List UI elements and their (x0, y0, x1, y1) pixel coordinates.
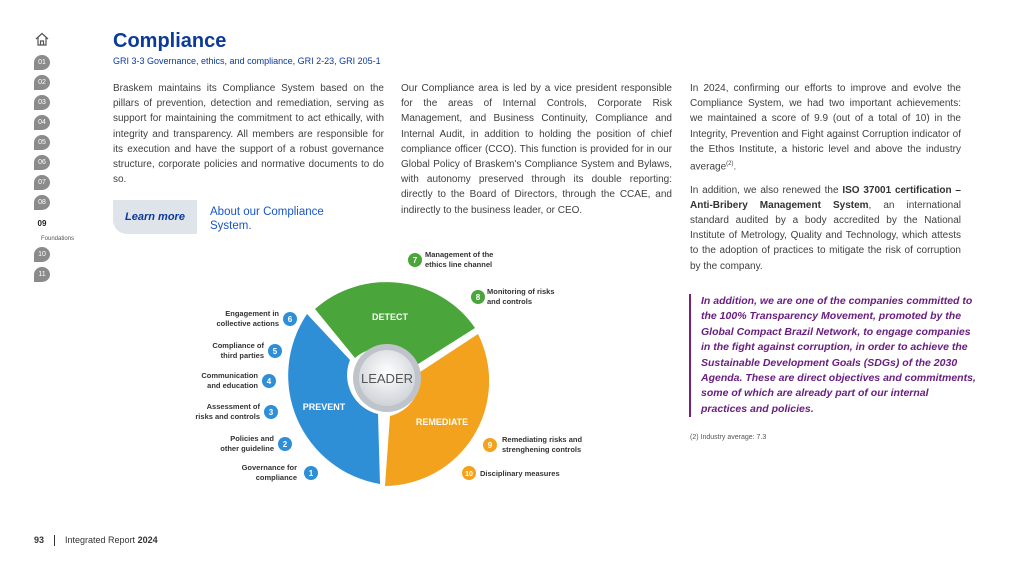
learn-more-button[interactable]: Learn more (113, 200, 197, 234)
item-8-number: 8 (475, 293, 481, 302)
leader-label: LEADER (360, 371, 414, 386)
chapter-02[interactable]: 02 (34, 75, 50, 90)
page-number: 93 (34, 535, 45, 545)
item-6-label-2: collective actions (216, 319, 279, 328)
item-1-number: 1 (308, 469, 314, 478)
report-name: Integrated Report (65, 535, 138, 545)
item-6-label-1: Engagement in (225, 309, 279, 318)
item-2-number: 2 (282, 440, 288, 449)
chapter-nav (0, 0, 90, 300)
item-3-label-2: risks and controls (195, 412, 260, 421)
item-4-label-2: and education (207, 381, 258, 390)
item-2-label-1: Policies and (230, 434, 274, 443)
item-9-number: 9 (487, 441, 493, 450)
item-6-number: 6 (287, 315, 293, 324)
col3-paragraph-2: In addition, we also renewed the ISO 37001 certification – Anti-Bribery Management System, an international standard audited by a body accredited by the National Institute of Metrology, Quality and Technology, which attests to the adoption of practices to mitigate the risk of corruption by the company. (690, 184, 961, 272)
item-7-label-1: Management of the (425, 250, 494, 259)
item-3-number: 3 (268, 408, 274, 417)
item-4-label-1: Communication (201, 371, 258, 380)
footnote: (2) Industry average: 7.3 (690, 434, 767, 441)
remediate-label: REMEDIATE (415, 417, 469, 427)
item-10-number: 10 (465, 471, 473, 478)
chapter-03[interactable]: 03 (34, 95, 50, 110)
col2-paragraph: Our Compliance area is led by a vice president responsible for the areas of Internal Controls, Corporate Risk Management, and Business Continuity, Compliance and Internal Audit, in addition to holding the position of chief compliance officer (CCO). This function is provided for in our Global Policy of Braskem's Compliance System and Bylaws, with autonomy preserved through its double reporting: directly to the Board of Directors, through the CCAE, and indirectly to the business leader, or CEO. (401, 83, 672, 216)
pull-quote: In addition, we are one of the companies committed to the 100% Transparency Movement, promoted by the Global Compact Brazil Network, to engage companies in the fight against corruption, in order to achieve the Sustainable Development Goals (SDGs) of the 2030 Agenda. These are direct objectives and commitments, some of which are already part of our internal practices and policies. (689, 294, 976, 417)
column-1 (113, 81, 384, 195)
item-1-label-1: Governance for (241, 463, 297, 472)
chapter-01[interactable]: 01 (34, 55, 50, 70)
item-2-label-2: other guideline (220, 444, 274, 453)
column-2 (401, 81, 672, 226)
item-7-label-2: ethics line channel (425, 260, 493, 269)
chapter-10[interactable]: 10 (34, 247, 50, 262)
item-1-label-2: compliance (255, 473, 297, 482)
item-5-label-2: third parties (220, 351, 264, 360)
chapter-11[interactable]: 11 (34, 267, 50, 282)
chapter-06[interactable]: 06 (34, 155, 50, 170)
home-icon[interactable] (35, 32, 49, 46)
chapter-05[interactable]: 05 (34, 135, 50, 150)
item-3-label-1: Assessment of (206, 402, 260, 411)
prevent-label: PREVENT (302, 402, 346, 412)
chapter-04[interactable]: 04 (34, 115, 50, 130)
chapter-09-active[interactable]: 09 (34, 216, 50, 231)
page-footer (34, 535, 158, 546)
chapter-07[interactable]: 07 (34, 175, 50, 190)
gri-references: GRI 3-3 Governance, ethics, and compliance, GRI 2-23, GRI 205-1 (113, 56, 381, 66)
quote-highlight: 100% Transparency Movement (719, 310, 873, 323)
iso-certification: ISO 37001 certification – Anti-Bribery Management System (690, 184, 961, 211)
report-year: 2024 (137, 535, 158, 545)
compliance-diagram (180, 248, 610, 493)
detect-label: DETECT (372, 312, 408, 322)
item-8-label-2: and controls (487, 297, 533, 306)
column-3 (690, 81, 961, 282)
chapter-subtitle: Foundations (41, 236, 75, 242)
item-9-label-2: strenghening controls (502, 445, 582, 454)
item-9-label-1: Remediating risks and (502, 435, 583, 444)
item-7-number: 7 (412, 256, 418, 265)
page-title: Compliance (113, 30, 227, 52)
col3-paragraph-1: In 2024, confirming our efforts to improve and evolve the Compliance System, we had two important achievements: we maintained a score of 9.9 (out of a total of 10) in the Integrity, Prevention and Fight against Corruption indicator of the Ethos Institute, a historic level and above the industry average$^{(2)}$. (690, 83, 961, 173)
item-4-number: 4 (266, 377, 272, 386)
about-compliance-link[interactable]: About our Compliance System. (210, 206, 324, 232)
item-10-label-1: Disciplinary measures (480, 469, 560, 478)
item-5-number: 5 (272, 347, 278, 356)
col1-paragraph: Braskem maintains its Compliance System based on the pillars of prevention, detection and remediation, serving as support for maintaining the commitment to act ethically, with integrity and transparency. All members are responsible for its execution and have the support of a robust governance structure, corporate policies and normative documents to do so. (113, 83, 384, 186)
item-5-label-1: Compliance of (212, 341, 264, 350)
chapter-08[interactable]: 08 (34, 195, 50, 210)
item-8-label-1: Monitoring of risks (487, 287, 555, 296)
